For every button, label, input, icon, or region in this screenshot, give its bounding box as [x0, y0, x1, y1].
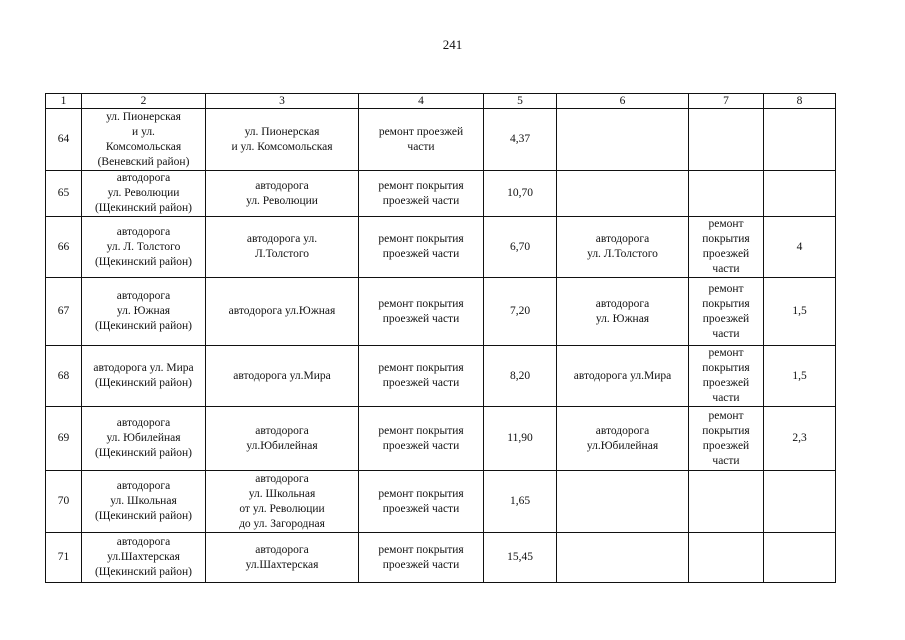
road-object: автодорога ул.Южная: [206, 278, 359, 346]
work-type: ремонт покрытия проезжей части: [359, 346, 484, 407]
work-col7: [689, 109, 764, 171]
road-object: автодорога ул.Юбилейная: [206, 407, 359, 471]
work-col7: ремонт покрытия проезжей части: [689, 346, 764, 407]
work-type: ремонт проезжей части: [359, 109, 484, 171]
object-col6: [557, 171, 689, 217]
road-location: автодорога ул.Шахтерская (Щекинский район): [82, 533, 206, 583]
object-col6: автодорога ул.Мира: [557, 346, 689, 407]
road-object: автодорога ул. Революции: [206, 171, 359, 217]
column-header-8: 8: [764, 94, 836, 109]
work-type: ремонт покрытия проезжей части: [359, 278, 484, 346]
value-col5: 15,45: [484, 533, 557, 583]
table-row: [46, 407, 836, 471]
table-row: [46, 217, 836, 278]
value-col5: 7,20: [484, 278, 557, 346]
value-col8: [764, 109, 836, 171]
value-col8: 4: [764, 217, 836, 278]
value-col5: 4,37: [484, 109, 557, 171]
value-col8: [764, 171, 836, 217]
road-location: автодорога ул. Мира (Щекинский район): [82, 346, 206, 407]
object-col6: [557, 533, 689, 583]
road-location: автодорога ул. Юбилейная (Щекинский район): [82, 407, 206, 471]
road-object: автодорога ул.Шахтерская: [206, 533, 359, 583]
table-row: [46, 171, 836, 217]
object-col6: автодорога ул. Л.Толстого: [557, 217, 689, 278]
road-object: ул. Пионерская и ул. Комсомольская: [206, 109, 359, 171]
row-number: 71: [46, 533, 82, 583]
work-type: ремонт покрытия проезжей части: [359, 533, 484, 583]
column-header-2: 2: [82, 94, 206, 109]
value-col8: 1,5: [764, 278, 836, 346]
row-number: 64: [46, 109, 82, 171]
row-number: 69: [46, 407, 82, 471]
road-location: ул. Пионерская и ул. Комсомольская (Веневский район): [82, 109, 206, 171]
table-row: [46, 109, 836, 171]
object-col6: [557, 109, 689, 171]
work-type: ремонт покрытия проезжей части: [359, 407, 484, 471]
value-col5: 11,90: [484, 407, 557, 471]
work-col7: ремонт покрытия проезжей части: [689, 407, 764, 471]
value-col8: 1,5: [764, 346, 836, 407]
column-header-6: 6: [557, 94, 689, 109]
object-col6: автодорога ул.Юбилейная: [557, 407, 689, 471]
page-number: 241: [442, 37, 463, 52]
work-col7: [689, 471, 764, 533]
column-header-4: 4: [359, 94, 484, 109]
road-object: автодорога ул.Мира: [206, 346, 359, 407]
value-col5: 6,70: [484, 217, 557, 278]
value-col8: 2,3: [764, 407, 836, 471]
road-object: автодорога ул. Школьная от ул. Революции до ул. Загородная: [206, 471, 359, 533]
work-type: ремонт покрытия проезжей части: [359, 217, 484, 278]
road-location: автодорога ул. Южная (Щекинский район): [82, 278, 206, 346]
road-object: автодорога ул. Л.Толстого: [206, 217, 359, 278]
work-col7: [689, 533, 764, 583]
work-col7: ремонт покрытия проезжей части: [689, 217, 764, 278]
column-header-5: 5: [484, 94, 557, 109]
row-number: 67: [46, 278, 82, 346]
work-type: ремонт покрытия проезжей части: [359, 471, 484, 533]
column-header-3: 3: [206, 94, 359, 109]
value-col8: [764, 533, 836, 583]
value-col5: 1,65: [484, 471, 557, 533]
row-number: 66: [46, 217, 82, 278]
object-col6: [557, 471, 689, 533]
value-col8: [764, 471, 836, 533]
row-number: 68: [46, 346, 82, 407]
object-col6: автодорога ул. Южная: [557, 278, 689, 346]
row-number: 70: [46, 471, 82, 533]
table-row: [46, 278, 836, 346]
table-header-row: [46, 94, 836, 109]
table-row: [46, 346, 836, 407]
road-location: автодорога ул. Л. Толстого (Щекинский район): [82, 217, 206, 278]
value-col5: 10,70: [484, 171, 557, 217]
work-type: ремонт покрытия проезжей части: [359, 171, 484, 217]
table-row: [46, 533, 836, 583]
table-row: [46, 471, 836, 533]
column-header-7: 7: [689, 94, 764, 109]
work-col7: ремонт покрытия проезжей части: [689, 278, 764, 346]
roads-table: [45, 93, 836, 583]
value-col5: 8,20: [484, 346, 557, 407]
column-header-1: 1: [46, 94, 82, 109]
work-col7: [689, 171, 764, 217]
row-number: 65: [46, 171, 82, 217]
road-location: автодорога ул. Школьная (Щекинский район): [82, 471, 206, 533]
road-location: автодорога ул. Революции (Щекинский район): [82, 171, 206, 217]
